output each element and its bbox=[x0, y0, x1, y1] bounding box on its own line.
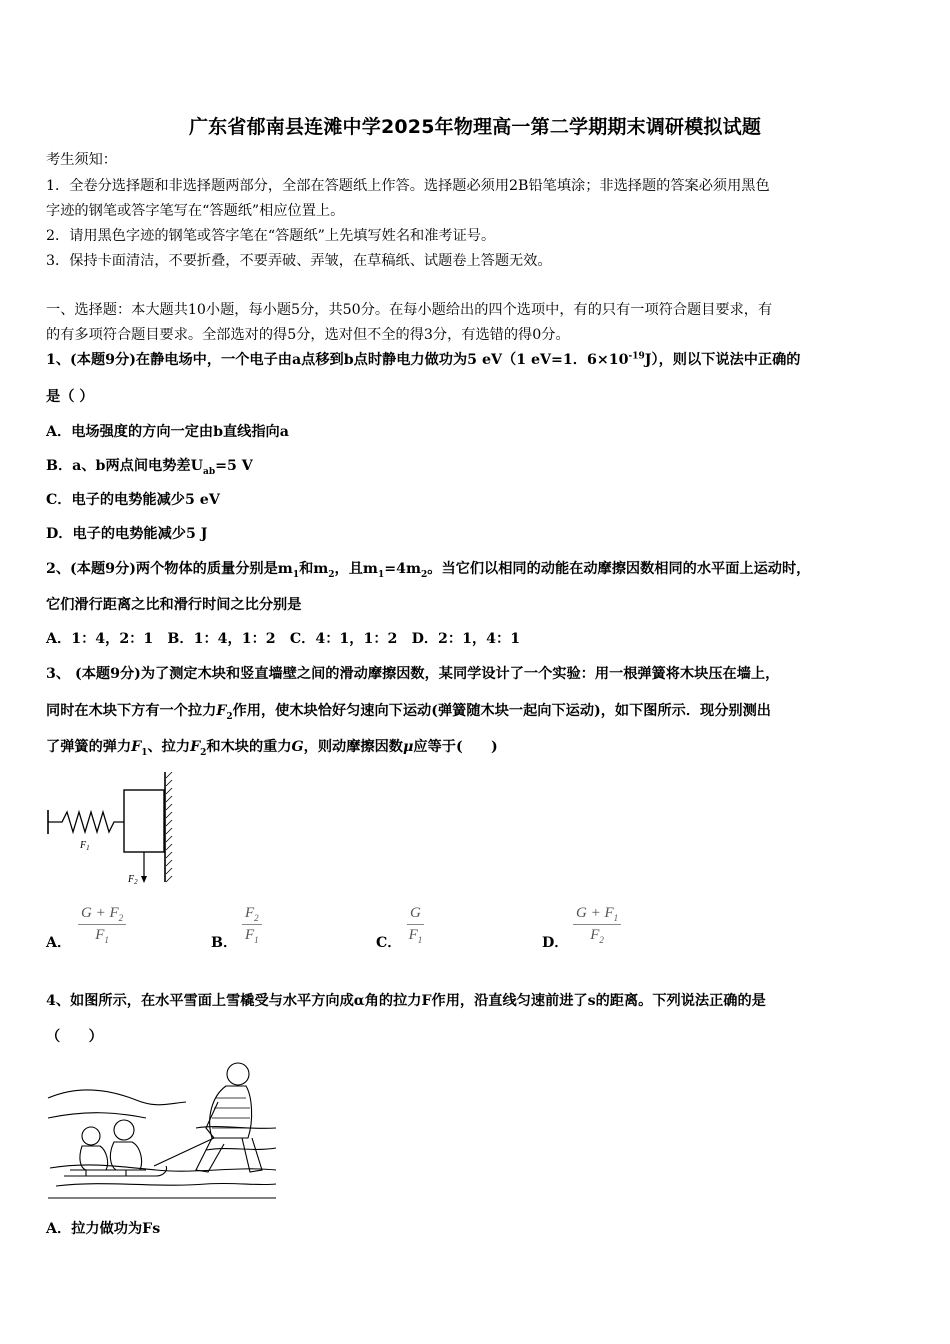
notice-heading: 考生须知： bbox=[46, 152, 117, 168]
fraction-d: $\frac{G + F_1}{F_2}$ bbox=[573, 905, 621, 944]
fraction-c: $\frac{G}{F_1}$ bbox=[408, 905, 423, 945]
question-1-option-d: D．电子的电势能减少5 J bbox=[46, 526, 208, 542]
notice-item-1-line-1: 1．全卷分选择题和非选择题两部分，全部在答题纸上作答。选择题必须用2B铅笔填涂；非选择题的答案必须用黑色 bbox=[46, 178, 770, 194]
child-1-head bbox=[82, 1127, 100, 1145]
question-2-options: A．1：4，2：1 B．1：4，1：2 C．4：1，1：2 D．2：1，4：1 bbox=[46, 631, 521, 647]
question-1-stem-line-2: 是（ ） bbox=[46, 389, 94, 405]
child-2-head bbox=[114, 1120, 134, 1140]
sled-runner bbox=[64, 1166, 167, 1176]
question-1-option-a: A．电场强度的方向一定由b直线指向a bbox=[46, 424, 289, 440]
label-f2: $F_2$ bbox=[128, 874, 138, 886]
question-4-stem-line-2: （ ） bbox=[46, 1029, 103, 1045]
spring bbox=[48, 812, 124, 832]
question-4-option-a: A．拉力做功为Fs bbox=[46, 1221, 161, 1237]
notice-item-3: 3．保持卡面清洁，不要折叠，不要弄破、弄皱，在草稿纸、试题卷上答题无效。 bbox=[46, 253, 552, 269]
question-1-option-b: B．a、b两点间电势差$U_{ab}=5$ V bbox=[46, 458, 253, 477]
label-f1: $F_1$ bbox=[80, 840, 90, 852]
fraction-a: $\frac{G + F_2}{F_1}$ bbox=[78, 905, 126, 944]
section-header-line-1: 一、选择题：本大题共10小题，每小题5分，共50分。在每小题给出的四个选项中，有的只有一项符合题目要求，有 bbox=[46, 302, 773, 318]
snow-hill-back bbox=[48, 1090, 186, 1105]
question-1-option-c: C．电子的电势能减少5 eV bbox=[46, 492, 220, 508]
wall-hatching bbox=[166, 772, 172, 882]
question-3-stem-line-1: 3、 (本题9分)为了测定木块和竖直墙壁之间的滑动摩擦因数，某同学设计了一个实验：用一根弹簧将木块压在墙上， bbox=[46, 666, 780, 682]
spring-block-wall-figure bbox=[44, 770, 184, 890]
question-3-stem-line-2: 同时在木块下方有一个拉力$F_2$作用，使木块恰好匀速向下运动(弹簧随木块一起向下运动)，如下图所示．现分别测出 bbox=[46, 703, 771, 722]
wood-block bbox=[124, 790, 164, 852]
pull-force-arrowhead bbox=[141, 876, 147, 883]
section-header-line-2: 的有多项符合题目要求。全部选对的得5分，选对但不全的得3分，有选错的得0分。 bbox=[46, 327, 570, 343]
adult-body bbox=[210, 1086, 252, 1138]
fraction-b: $\frac{F_2}{F_1}$ bbox=[242, 905, 262, 944]
adult-head bbox=[227, 1063, 249, 1085]
question-2-stem-line-2: 它们滑行距离之比和滑行时间之比分别是 bbox=[46, 597, 302, 613]
sled-figure bbox=[46, 1058, 278, 1204]
question-2-stem: 2、(本题9分)两个物体的质量分别是$m_1$和$m_2$，且$m_1=4m_2$。当它们以相同的动能在动摩擦因数相同的水平面上运动时， bbox=[46, 561, 811, 580]
question-3-options: A． $\frac{G + F_2}{F_1}$ B． $\frac{F_2}{F_1}$ C． $\frac{G}{F_1}$ D． $\frac{G + F_1}{F_2}$ bbox=[46, 900, 646, 960]
question-4-stem-line-1: 4、如图所示，在水平雪面上雪橇受与水平方向成α角的拉力F作用，沿直线匀速前进了s的距离。下列说法正确的是 bbox=[46, 993, 766, 1009]
page-title: 广东省郁南县连滩中学2025年物理高一第二学期期末调研模拟试题 bbox=[188, 116, 762, 138]
question-1-stem: 1、(本题9分)在静电场中，一个电子由a点移到b点时静电力做功为5 eV（1 eV=1．$6\times 10^{-19}J$），则以下说法中正确的 bbox=[46, 351, 801, 368]
question-3-stem-line-3: 了弹簧的弹力$F_1$、拉力$F_2$和木块的重力G，则动摩擦因数μ应等于( ) bbox=[46, 739, 498, 758]
notice-item-2: 2．请用黑色字迹的钢笔或答字笔在“答题纸”上先填写姓名和准考证号。 bbox=[46, 228, 496, 244]
notice-item-1-line-2: 字迹的钢笔或答字笔写在“答题纸”相应位置上。 bbox=[46, 203, 345, 219]
